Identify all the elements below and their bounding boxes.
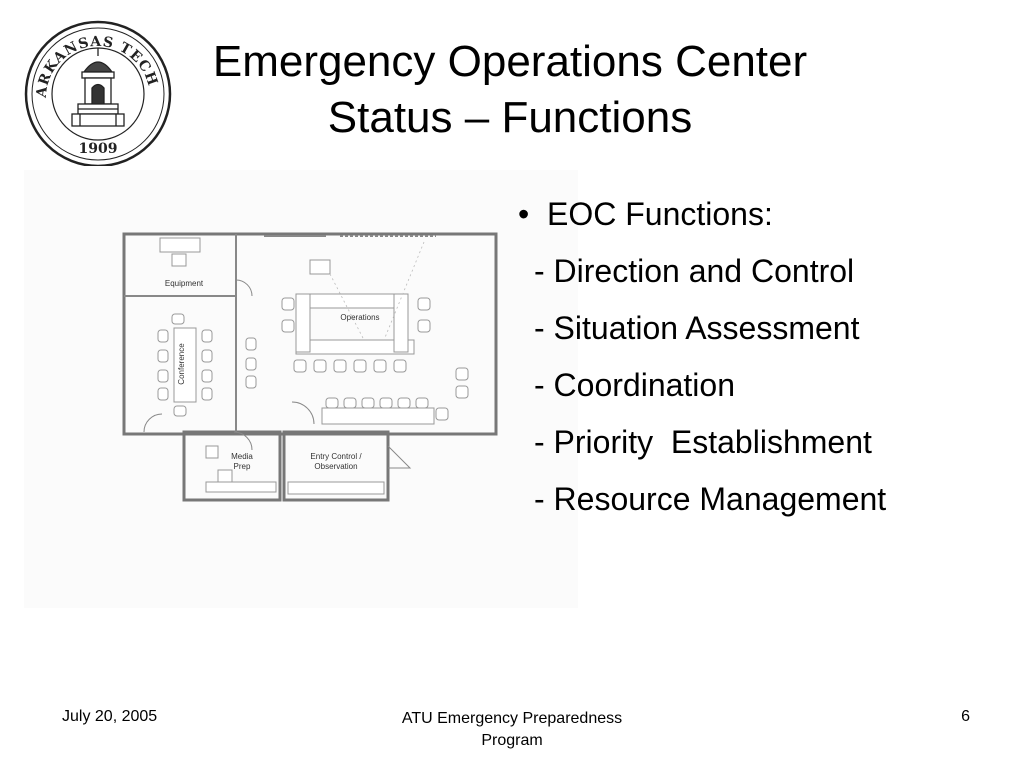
bullet-marker: •: [518, 196, 530, 232]
list-item: - Priority Establishment: [534, 424, 872, 460]
room-label-observation: Observation: [314, 462, 358, 471]
seal-year: 1909: [78, 141, 118, 157]
list-item: - Situation Assessment: [534, 310, 860, 346]
page-number: 6: [961, 708, 970, 725]
footer-program-line-2: Program: [481, 732, 543, 749]
footer-program: [362, 708, 662, 752]
room-label-prep: Prep: [233, 462, 251, 471]
room-label-operations: Operations: [340, 313, 380, 322]
seal-ring-text: ARKANSAS TECH: [33, 33, 161, 99]
room-label-equipment: Equipment: [164, 279, 204, 288]
room-label-media: Media: [231, 452, 253, 461]
list-item: - Direction and Control: [534, 253, 855, 289]
eoc-functions-list: [512, 186, 1012, 528]
list-item: - Resource Management: [534, 481, 887, 517]
room-label-conference: Conference: [177, 343, 186, 385]
list-item: - Coordination: [534, 367, 735, 403]
footer-date: July 20, 2005: [62, 708, 158, 725]
bullet-heading-text: EOC Functions:: [546, 196, 773, 232]
slide-title: [180, 34, 840, 146]
floor-plan-drawing: [24, 170, 578, 608]
room-label-entry-control: Entry Control /: [310, 452, 362, 461]
footer-program-line-1: ATU Emergency Preparedness: [401, 710, 623, 727]
bullet-heading: [512, 186, 1012, 243]
university-seal-logo: [22, 18, 174, 166]
slide-title-line-2: Status – Functions: [327, 93, 693, 142]
eoc-floor-plan: [24, 170, 578, 608]
slide-title-line-1: Emergency Operations Center: [212, 37, 808, 86]
